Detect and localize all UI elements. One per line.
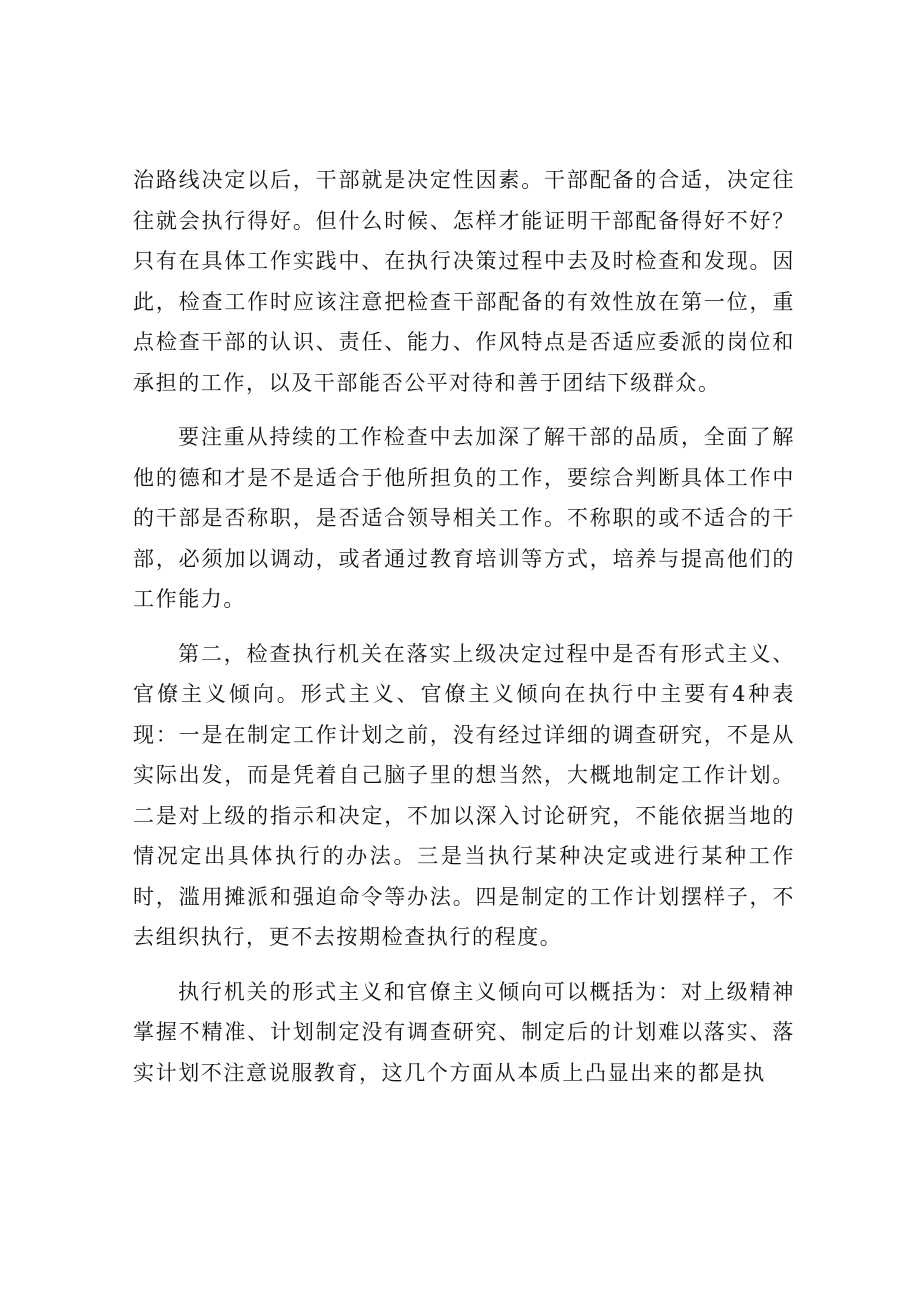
- paragraph-second-point: 第二，检查执行机关在落实上级决定过程中是否有形式主义、官僚主义倾向。形式主义、官僚主义倾向在执行中主要有4种表现：一是在制定工作计划之前，没有经过详细的调查研究，不是从实际出发，而是凭着自己脑子里的想当然，大概地制定工作计划。二是对上级的指示和决定，不加以深入讨论研究，不能依据当地的情况定出具体执行的办法。三是当执行某种决定或进行某种工作时，滥用摊派和强迫命令等办法。四是制定的工作计划摆样子，不去组织执行，更不去按期检查执行的程度。: [133, 641, 795, 949]
- paragraph-continuation: 治路线决定以后，干部就是决定性因素。干部配备的合适，决定往往就会执行得好。但什么时候、怎样才能证明干部配备得好不好？只有在具体工作实践中、在执行决策过程中去及时检查和发现。因此，检查工作时应该注意把检查干部配备的有效性放在第一位，重点检查干部的认识、责任、能力、作风特点是否适应委派的岗位和承担的工作，以及干部能否公平对待和善于团结下级群众。: [133, 168, 795, 395]
- document-body: [133, 160, 795, 1107]
- paragraph-formalism-summary: 执行机关的形式主义和官僚主义倾向可以概括为：对上级精神掌握不精准、计划制定没有调查研究、制定后的计划难以落实、落实计划不注意说服教育，这几个方面从本质上凸显出来的都是执: [133, 979, 795, 1085]
- paragraph-cadre-inspection: 要注重从持续的工作检查中去加深了解干部的品质，全面了解他的德和才是不是适合于他所担负的工作，要综合判断具体工作中的干部是否称职，是否适合领导相关工作。不称职的或不适合的干部，必须加以调动，或者通过教育培训等方式，培养与提高他们的工作能力。: [133, 425, 795, 611]
